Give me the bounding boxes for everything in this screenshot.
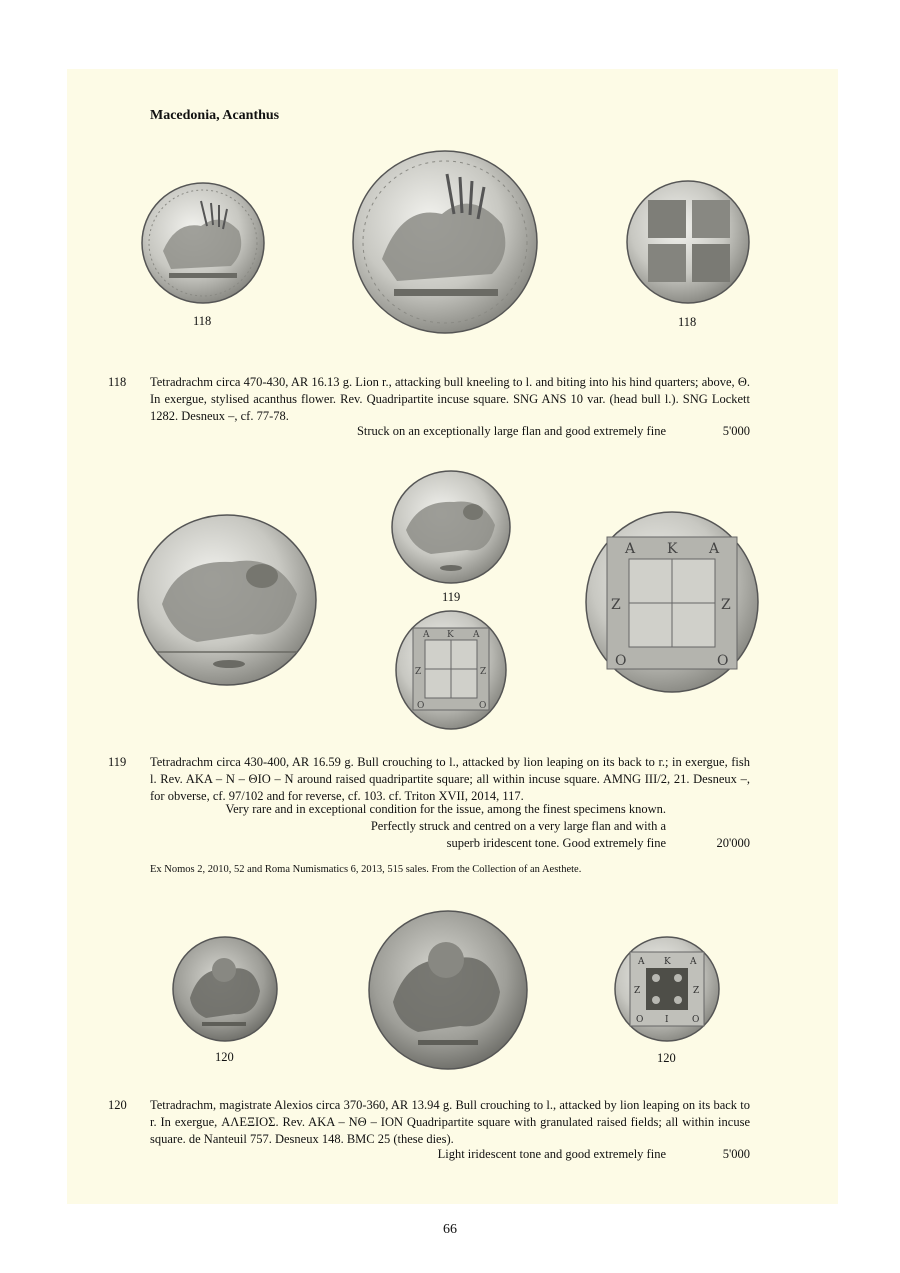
reverse-letter: A [709, 541, 720, 557]
coin-caption-120-left: 120 [215, 1050, 234, 1064]
lot-condition: Struck on an exceptionally large flan and good extremely fine [356, 424, 666, 438]
coin-119-reverse-small [395, 610, 508, 730]
reverse-letter: A [638, 957, 645, 967]
lot-description: Tetradrachm, magistrate Alexios circa 370-360, AR 13.94 g. Bull crouching to l., attacked by lion leaping on its back to r. In exergue, ΑΛΕΞΙΟΣ. Rev. AKA – NΘ – ION Quadripartite square with granulated raised fields; all within incuse square. de Nanteuil 757. Desneux 148. BMC 25 (these dies). [150, 1098, 750, 1146]
coin-118-obverse-large [352, 149, 538, 335]
lot-number: 119 [108, 755, 127, 769]
reverse-letter: K [664, 957, 671, 967]
coin-120-reverse [614, 936, 720, 1042]
coin-caption-119: 119 [442, 590, 461, 604]
page-heading: Macedonia, Acanthus [150, 108, 280, 123]
reverse-letter: O [479, 701, 487, 711]
reverse-letter: O [636, 1015, 644, 1025]
lot-condition: Light iridescent tone and good extremely fine [437, 1147, 666, 1161]
reverse-letter: O [417, 701, 425, 711]
lot-condition-line: superb iridescent tone. Good extremely fine [446, 836, 666, 850]
reverse-letter: O [615, 653, 627, 669]
coin-caption-120-right: 120 [657, 1051, 676, 1065]
reverse-letter: K [667, 541, 678, 557]
reverse-letter: Z [721, 597, 731, 613]
coin-caption-118-right: 118 [678, 315, 697, 329]
reverse-letter: A [423, 630, 430, 640]
coin-119-reverse-large [585, 511, 759, 693]
coin-120-obverse-small [172, 936, 278, 1042]
lot-description: Tetradrachm circa 470-430, AR 16.13 g. Lion r., attacking bull kneeling to l. and biting into his hind quarters; above, Θ. In exergue, stylised acanthus flower. Rev. Quadripartite incuse square. SNG ANS 10 var. (head bull l.). SNG Lockett 1282. Desneux –, cf. 77-78. [150, 375, 750, 423]
coin-119-obverse-large [137, 514, 317, 686]
reverse-letter: K [447, 630, 454, 640]
coin-118-reverse [626, 180, 751, 305]
coin-120-obverse-large [368, 910, 528, 1070]
lot-price: 20'000 [716, 836, 750, 850]
reverse-letter: O [692, 1015, 700, 1025]
coin-118-obverse-small [141, 181, 265, 305]
reverse-letter: Z [480, 667, 487, 677]
reverse-letter: Z [611, 597, 621, 613]
reverse-letter: Z [634, 986, 641, 996]
reverse-letter: A [473, 630, 480, 640]
reverse-letter: A [625, 541, 636, 557]
reverse-letter: O [717, 653, 729, 669]
reverse-letter: I [665, 1015, 669, 1025]
lot-price: 5'000 [722, 424, 750, 438]
page-number: 66 [443, 1222, 457, 1237]
lot-condition-line: Very rare and in exceptional condition for the issue, among the finest specimens known. [225, 802, 666, 816]
lot-number: 120 [108, 1098, 127, 1112]
reverse-letter: A [690, 957, 697, 967]
coin-119-obverse-small [391, 470, 511, 584]
lot-condition-line: Perfectly struck and centred on a very large flan and with a [370, 819, 666, 833]
lot-provenance: Ex Nomos 2, 2010, 52 and Roma Numismatics 6, 2013, 515 sales. From the Collection of an Aesthete. [150, 864, 582, 875]
lot-number: 118 [108, 375, 127, 389]
reverse-letter: Z [415, 667, 422, 677]
reverse-letter: Z [693, 986, 700, 996]
lot-price: 5'000 [722, 1147, 750, 1161]
coin-caption-118-left: 118 [193, 314, 212, 328]
lot-description: Tetradrachm circa 430-400, AR 16.59 g. Bull crouching to l., attacked by lion leaping on its back to r.; in exergue, fish l. Rev. AKA – N – ΘIO – N around raised quadripartite square; all within incuse square. AMNG III/2, 21. Desneux –, for obverse, cf. 97/102 and for reverse, cf. 103. cf. Triton XVII, 2014, 117. [150, 755, 750, 803]
